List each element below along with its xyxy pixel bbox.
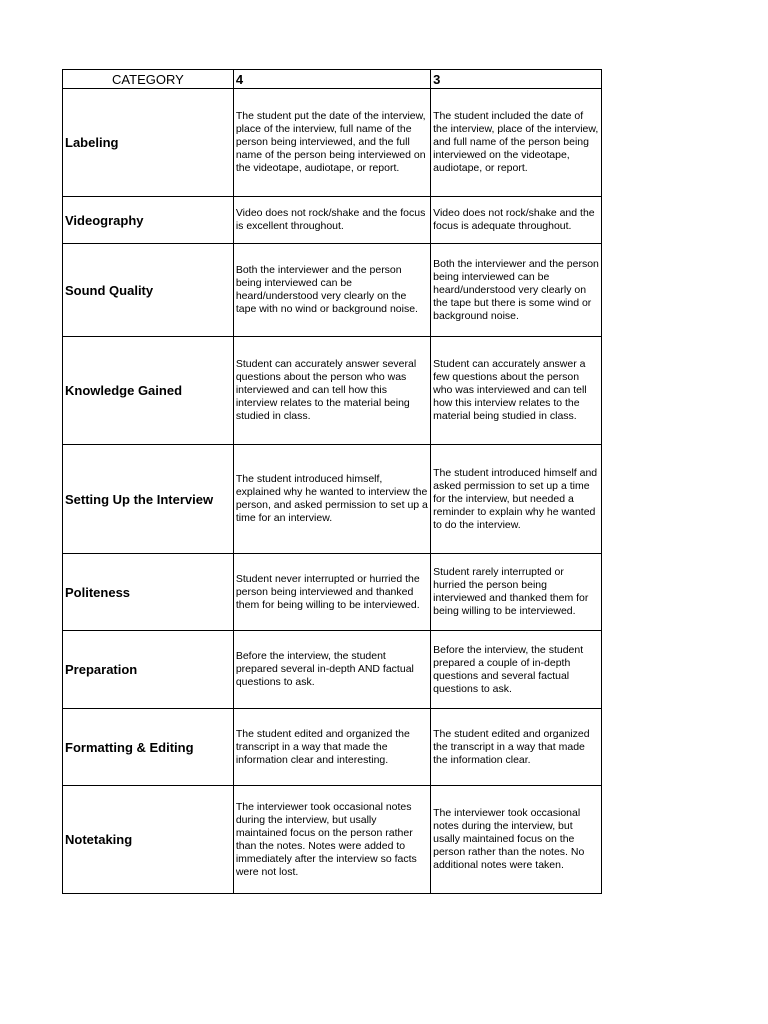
header-score-3: 3 — [431, 70, 602, 89]
score-4-description: The student edited and organized the transcript in a way that made the information clear and interesting. — [233, 709, 430, 786]
score-4-description: Student never interrupted or hurried the person being interviewed and thanked them for being willing to be interviewed. — [233, 554, 430, 631]
rubric-table — [62, 69, 602, 894]
score-3-description: Student can accurately answer a few questions about the person who was interviewed and can tell how this interview relates to the material being studied in class. — [431, 337, 602, 445]
rubric-row-preparation — [63, 631, 602, 709]
score-4-description: Both the interviewer and the person being interviewed can be heard/understood very clearly on the tape with no wind or background noise. — [233, 244, 430, 337]
category-label: Knowledge Gained — [63, 337, 234, 445]
score-4-description: The student introduced himself, explained why he wanted to interview the person, and asked permission to set up a time for an interview. — [233, 445, 430, 554]
score-4-description: Video does not rock/shake and the focus is excellent throughout. — [233, 197, 430, 244]
rubric-row-notetaking — [63, 786, 602, 894]
score-3-description: Before the interview, the student prepared a couple of in-depth questions and several factual questions to ask. — [431, 631, 602, 709]
rubric-row-labeling — [63, 89, 602, 197]
category-label: Labeling — [63, 89, 234, 197]
header-row — [63, 70, 602, 89]
category-label: Preparation — [63, 631, 234, 709]
header-category: CATEGORY — [63, 70, 234, 89]
score-4-description: Student can accurately answer several questions about the person who was interviewed and can tell how this interview relates to the material being studied in class. — [233, 337, 430, 445]
rubric-row-politeness — [63, 554, 602, 631]
score-3-description: The student included the date of the interview, place of the interview, and full name of the person being interviewed on the videotape, audiotape, or report. — [431, 89, 602, 197]
score-4-description: Before the interview, the student prepared several in-depth AND factual questions to ask. — [233, 631, 430, 709]
header-score-4: 4 — [233, 70, 430, 89]
rubric-row-setting-up-interview — [63, 445, 602, 554]
score-3-description: Student rarely interrupted or hurried the person being interviewed and thanked them for being willing to be interviewed. — [431, 554, 602, 631]
category-label: Sound Quality — [63, 244, 234, 337]
score-4-description: The interviewer took occasional notes during the interview, but usally maintained focus on the person rather than the notes. Notes were added to immediately after the interview so facts were not lost. — [233, 786, 430, 894]
score-3-description: The student edited and organized the transcript in a way that made the information clear. — [431, 709, 602, 786]
rubric-row-videography — [63, 197, 602, 244]
category-label: Formatting & Editing — [63, 709, 234, 786]
rubric-row-formatting-editing — [63, 709, 602, 786]
score-4-description: The student put the date of the interview, place of the interview, full name of the person being interviewed, and the full name of the person being interviewed on the videotape, audiotape, or report. — [233, 89, 430, 197]
rubric-row-sound-quality — [63, 244, 602, 337]
category-label: Politeness — [63, 554, 234, 631]
score-3-description: The interviewer took occasional notes during the interview, but usally maintained focus on the person rather than the notes. No additional notes were taken. — [431, 786, 602, 894]
category-label: Setting Up the Interview — [63, 445, 234, 554]
rubric-row-knowledge-gained — [63, 337, 602, 445]
category-label: Videography — [63, 197, 234, 244]
category-label: Notetaking — [63, 786, 234, 894]
score-3-description: The student introduced himself and asked permission to set up a time for the interview, but needed a reminder to explain why he wanted to do the interview. — [431, 445, 602, 554]
score-3-description: Video does not rock/shake and the focus is adequate throughout. — [431, 197, 602, 244]
score-3-description: Both the interviewer and the person being interviewed can be heard/understood very clearly on the tape but there is some wind or background noise. — [431, 244, 602, 337]
